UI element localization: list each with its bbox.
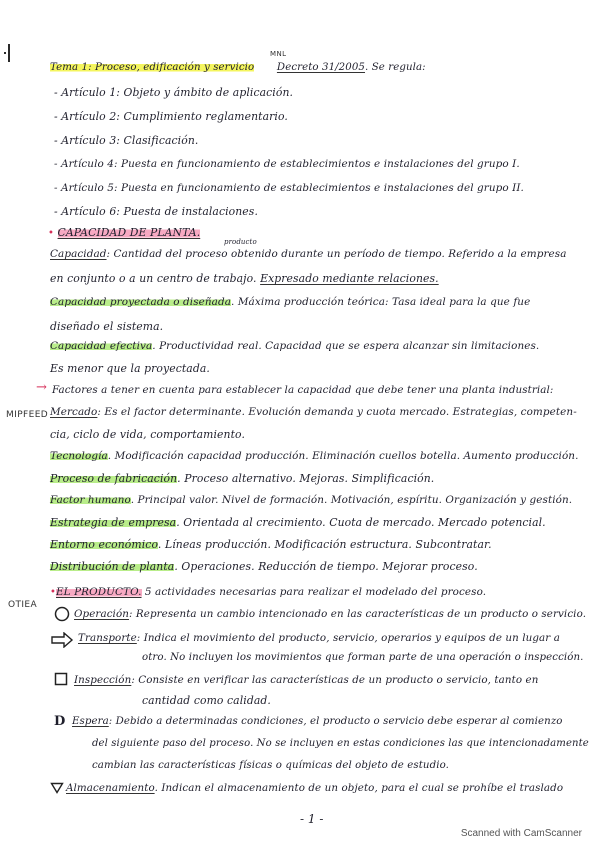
capacity-text-5: . Productividad real. Capacidad que se espera alcanzar sin limitaciones. (152, 340, 540, 352)
term-proceso: Proceso de fabricación (50, 472, 178, 485)
d-symbol-icon: D (54, 714, 66, 729)
term-almacenamiento: Almacenamiento (66, 782, 155, 794)
article-6: - Artículo 6: Puesta de instalaciones. (54, 205, 258, 218)
circle-icon (54, 606, 70, 622)
top-note: MNL (270, 50, 287, 58)
capacity-line-2 (50, 272, 439, 285)
activity-almacenamiento (66, 782, 563, 794)
bullet-dot-red: • (50, 587, 56, 598)
term-inspeccion: Inspección (74, 674, 132, 686)
product-heading-text: EL PRODUCTO. (56, 586, 142, 598)
term-estrategia: Estrategia de empresa (50, 516, 177, 529)
superscript-note: producto (224, 238, 257, 246)
capacity-line-4: diseñado el sistema. (50, 320, 164, 333)
capacity-highlight: Expresado mediante relaciones. (260, 272, 439, 285)
term-operacion: Operación (74, 608, 129, 620)
factor-entorno-text: . Líneas producción. Modificación estructura. Subcontratar. (157, 538, 492, 551)
term-espera: Espera (72, 716, 109, 727)
article-4: - Artículo 4: Puesta en funcionamiento de establecimientos e instalaciones del grupo I. (54, 158, 520, 170)
factor-proceso-text: . Proceso alternativo. Mejoras. Simplificación. (177, 472, 435, 485)
arrow-icon (50, 632, 74, 648)
product-heading-tail: 5 actividades necesarias para realizar el modelado del proceso. (141, 586, 487, 598)
factor-humano-text: . Principal valor. Nivel de formación. Motivación, espíritu. Organización y gestión. (130, 494, 573, 506)
margin-mark-dot (4, 52, 6, 54)
red-arrow-icon: → (36, 380, 47, 395)
topic-title: Tema 1: Proceso, edificación y servicio (50, 62, 255, 73)
term-capacidad: Capacidad (50, 248, 107, 260)
factor-tecnologia-text: . Modificación capacidad producción. Eliminación cuellos botella. Aumento producción. (107, 450, 579, 462)
square-icon (54, 672, 68, 686)
activity-inspeccion-cont: cantidad como calidad. (142, 694, 271, 707)
espera-text-1: : Debido a determinadas condiciones, el producto o servicio debe esperar al comienzo (108, 716, 563, 727)
term-entorno: Entorno económico (50, 538, 158, 551)
factor-proceso (50, 472, 434, 485)
factor-mercado (50, 406, 577, 418)
capacity-line-3 (50, 296, 530, 308)
operacion-text: : Representa un cambio intencionado en las características de un producto o servicio. (128, 608, 587, 620)
margin-mark (8, 44, 10, 62)
mnemonic-label-product: OTIEA (8, 600, 38, 610)
transporte-text-1: : Indica el movimiento del producto, servicio, operarios y equipos de un lugar a (136, 632, 560, 644)
capacity-line-6: Es menor que la proyectada. (50, 362, 210, 375)
factor-distribucion (50, 560, 478, 573)
article-1: - Artículo 1: Objeto y ámbito de aplicación. (54, 86, 294, 99)
activity-espera-cont-2: cambian las características físicas o químicas del objeto de estudio. (92, 760, 449, 771)
activity-operacion (74, 608, 586, 620)
term-tecnologia: Tecnología (50, 450, 108, 462)
activity-espera-cont-1: del siguiente paso del proceso. No se incluyen en estas condiciones las que intencionadamente (92, 738, 589, 749)
capacity-text-1: : Cantidad del proceso obtenido durante un período de tiempo. Referido a la empresa (106, 248, 567, 260)
activity-inspeccion (74, 674, 538, 686)
term-proyectada: Capacidad proyectada o diseñada (50, 296, 232, 308)
capacity-heading-text: CAPACIDAD DE PLANTA. (57, 226, 201, 239)
capacity-line-5 (50, 340, 539, 352)
capacity-line-1 (50, 248, 567, 260)
factor-mercado-cont: cia, ciclo de vida, comportamiento. (50, 428, 245, 441)
mnemonic-label-factors: MIPFEED (6, 410, 49, 420)
activity-espera (72, 716, 563, 727)
factor-estrategia (50, 516, 546, 529)
term-mercado: Mercado (50, 406, 98, 418)
title-line (50, 62, 426, 73)
article-3: - Artículo 3: Clasificación. (54, 134, 199, 147)
page-number: - 1 - (300, 812, 324, 826)
article-5: - Artículo 5: Puesta en funcionamiento de establecimientos e instalaciones del grupo II. (54, 182, 524, 194)
capacity-heading (48, 226, 200, 239)
factor-mercado-text: : Es el factor determinante. Evolución demanda y cuota mercado. Estrategias, competen- (97, 406, 577, 418)
factors-intro: Factores a tener en cuenta para establecer la capacidad que debe tener una planta industrial: (52, 384, 554, 396)
scanner-watermark: Scanned with CamScanner (460, 828, 582, 839)
term-humano: Factor humano (50, 494, 131, 506)
factor-humano (50, 494, 572, 506)
decree-tail: . Se regula: (365, 62, 426, 73)
factor-tecnologia (50, 450, 579, 462)
decree-title: Decreto 31/2005 (276, 62, 366, 73)
inspeccion-text-1: : Consiste en verificar las características de un producto o servicio, tanto en (131, 674, 539, 686)
capacity-text-3: . Máxima producción teórica: Tasa ideal para la que fue (231, 296, 531, 308)
product-heading (50, 586, 486, 598)
capacity-text-2: en conjunto o a un centro de trabajo. (50, 272, 261, 285)
triangle-down-icon (50, 782, 64, 794)
article-2: - Artículo 2: Cumplimiento reglamentario. (54, 110, 288, 123)
bullet-dot: • (48, 228, 54, 239)
factor-entorno (50, 538, 492, 551)
term-efectiva: Capacidad efectiva (50, 340, 153, 352)
factor-distribucion-text: . Operaciones. Reducción de tiempo. Mejorar proceso. (174, 560, 478, 573)
activity-transporte-cont: otro. No incluyen los movimientos que forman parte de una operación o inspección. (142, 652, 584, 663)
term-transporte: Transporte (78, 632, 137, 644)
factor-estrategia-text: . Orientada al crecimiento. Cuota de mercado. Mercado potencial. (176, 516, 546, 529)
activity-transporte (78, 632, 560, 644)
almacenamiento-text: . Indican el almacenamiento de un objeto, para el cual se prohíbe el traslado (154, 782, 564, 794)
term-distribucion: Distribución de planta (50, 560, 175, 573)
